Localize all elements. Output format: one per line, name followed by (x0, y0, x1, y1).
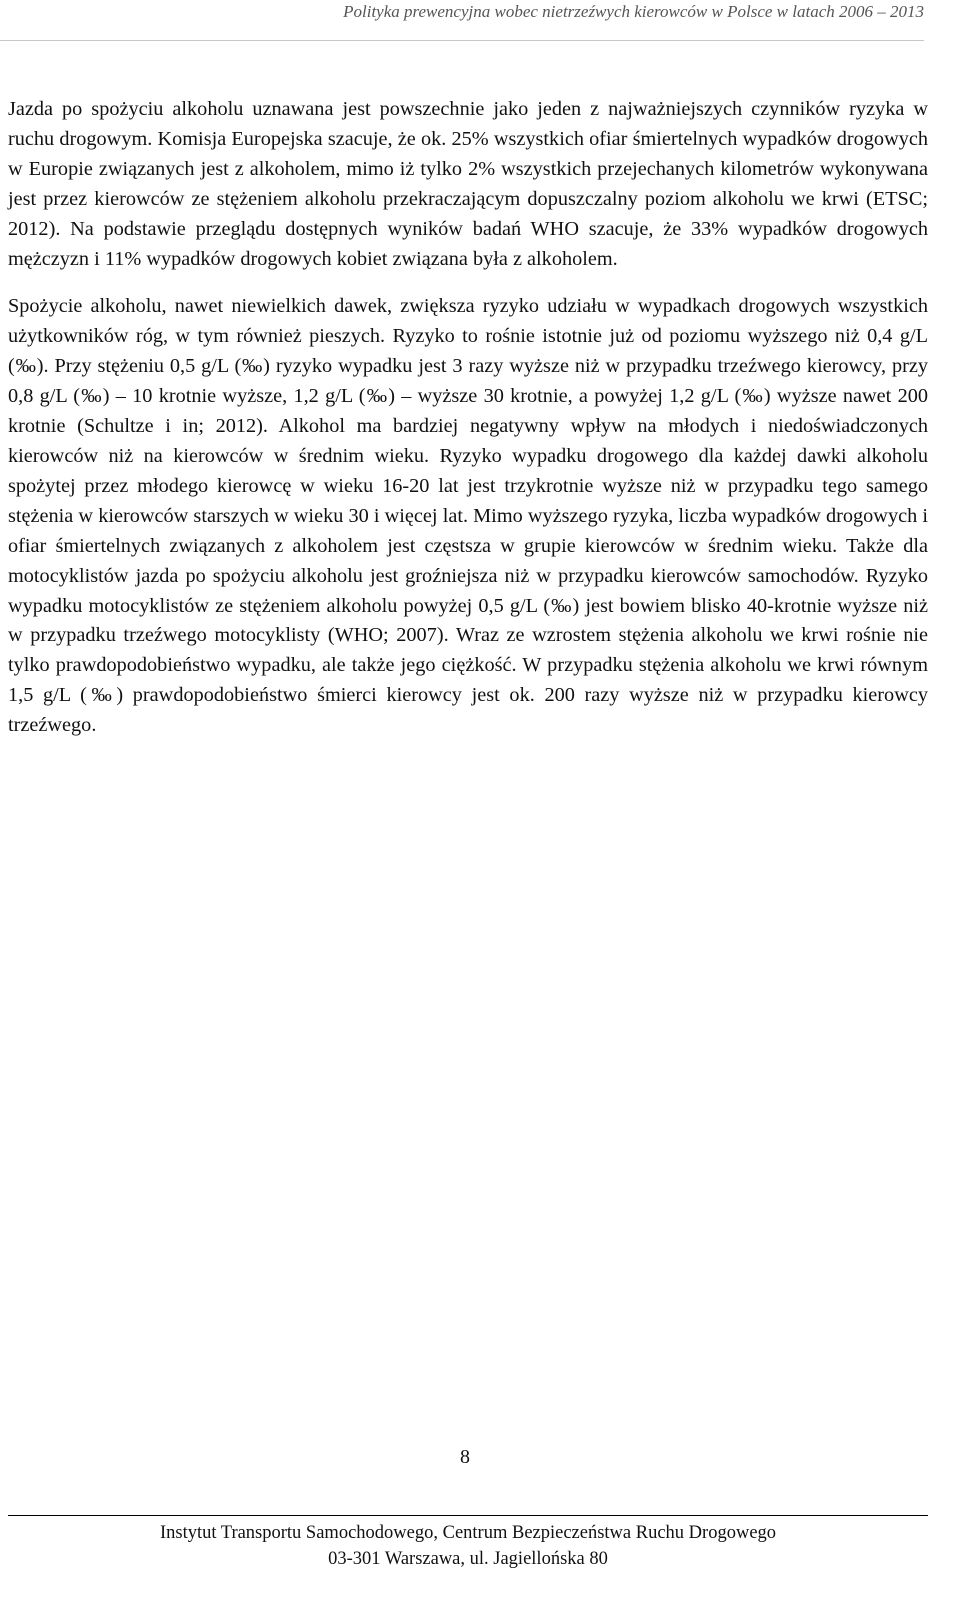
document-body (8, 95, 928, 759)
footer-institution: Instytut Transportu Samochodowego, Centrum Bezpieczeństwa Ruchu Drogowego (159, 1523, 777, 1543)
body-paragraph-1: Jazda po spożyciu alkoholu uznawana jest powszechnie jako jeden z najważniejszych czynników ryzyka w ruchu drogowym. Komisja Europejska szacuje, że ok. 25% wszystkich ofiar śmiertelnych wypadków drogowych w Europie związanych jest z alkoholem, mimo iż tylko 2% wszystkich przejechanych kilometrów wykonywana jest przez kierowców ze stężeniem alkoholu przekraczającym dopuszczalny poziom alkoholu we krwi (ETSC; 2012). Na podstawie przeglądu dostępnych wyników badań WHO szacuje, że 33% wypadków drogowych mężczyzn i 11% wypadków drogowych kobiet związana była z alkoholem. (8, 98, 928, 270)
running-title: Polityka prewencyjna wobec nietrzeźwych kierowców w Polsce w latach 2006 – 2013 (343, 2, 924, 21)
running-header (0, 0, 924, 41)
page-number: 8 (460, 1446, 470, 1468)
body-paragraph-2: Spożycie alkoholu, nawet niewielkich dawek, zwiększa ryzyko udziału w wypadkach drogowych wszystkich użytkowników róg, w tym również pieszych. Ryzyko to rośnie istotnie już od poziomu wyższego niż 0,4 g/L (‰). Przy stężeniu 0,5 g/L (‰) ryzyko wypadku jest 3 razy wyższe niż w przypadku trzeźwego kierowcy, przy 0,8 g/L (‰) – 10 krotnie wyższe, 1,2 g/L (‰) – wyższe 30 krotnie, a powyżej 1,2 g/L (‰) wyższe nawet 200 krotnie (Schultze i in; 2012). Alkohol ma bardziej negatywny wpływ na młodych i niedoświadczonych kierowców niż na kierowców w średnim wieku. Ryzyko wypadku drogowego dla każdej dawki alkoholu spożytej przez młodego kierowcę w wieku 16-20 lat jest trzykrotnie wyższe niż w przypadku tego samego stężenia w kierowców starszych w wieku 30 i więcej lat. Mimo wyższego ryzyka, liczba wypadków drogowych i ofiar śmiertelnych związanych z alkoholem jest częstsza w grupie kierowców w średnim wieku. Także dla motocyklistów jazda po spożyciu alkoholu jest groźniejsza niż w przypadku kierowców samochodów. Ryzyko wypadku motocyklistów ze stężeniem alkoholu powyżej 0,5 g/L (‰) jest bowiem blisko 40-krotnie wyższe niż w przypadku trzeźwego motocyklisty (WHO; 2007). Wraz ze wzrostem stężenia alkoholu we krwi rośnie nie tylko prawdopodobieństwo wypadku, ale także jego ciężkość. W przypadku stężenia alkoholu we krwi równym 1,5 g/L (‰) prawdopodobieństwo śmierci kierowcy jest ok. 200 razy wyższe niż w przypadku kierowcy trzeźwego. (8, 295, 928, 737)
footer-address: 03-301 Warszawa, ul. Jagiellońska 80 (328, 1549, 608, 1569)
page-footer (8, 1515, 928, 1572)
